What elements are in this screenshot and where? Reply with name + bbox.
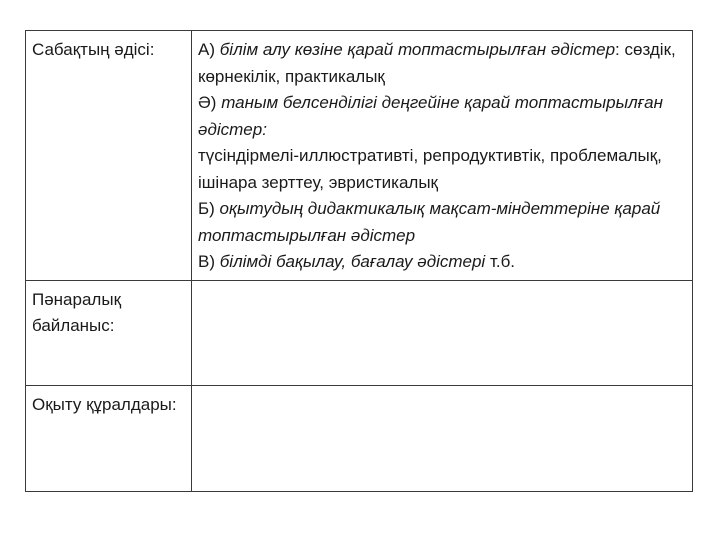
method-content: [192, 31, 693, 281]
method-a-prefix: А): [198, 40, 220, 59]
method-label: Сабақтың әдісі:: [26, 31, 192, 281]
method-ae-prefix: Ә): [198, 93, 222, 112]
table-row-method: [26, 31, 693, 281]
method-v-prefix: В): [198, 252, 220, 271]
method-b-italic: оқытудың дидактикалық мақсат-міндеттеріне қарай топтастырылған әдістер: [198, 199, 661, 245]
method-v-italic: білімді бақылау, бағалау әдістері: [219, 252, 486, 271]
teaching-tools-label: Оқыту құралдары:: [26, 385, 192, 491]
lesson-plan-table: [25, 30, 693, 492]
table-row-teaching-tools: [26, 385, 693, 491]
method-v-rest: т.б.: [485, 252, 516, 271]
interdisciplinary-value: [192, 280, 693, 385]
method-a-rest: : сөздік, көрнекілік, практикалық: [198, 40, 676, 86]
interdisciplinary-label: Пәнаралық байланыс:: [26, 280, 192, 385]
table-row-interdisciplinary: [26, 280, 693, 385]
method-ae-italic: таным белсенділігі деңгейіне қарай топтастырылған әдістер:: [198, 93, 663, 139]
method-b-prefix: Б): [198, 199, 220, 218]
method-ae-rest: түсіндірмелі-иллюстративті, репродуктивтік, проблемалық, ішінара зерттеу, эвристикалық: [198, 146, 662, 192]
teaching-tools-value: [192, 385, 693, 491]
method-a-italic: білім алу көзіне қарай топтастырылған әдістер: [219, 40, 616, 59]
